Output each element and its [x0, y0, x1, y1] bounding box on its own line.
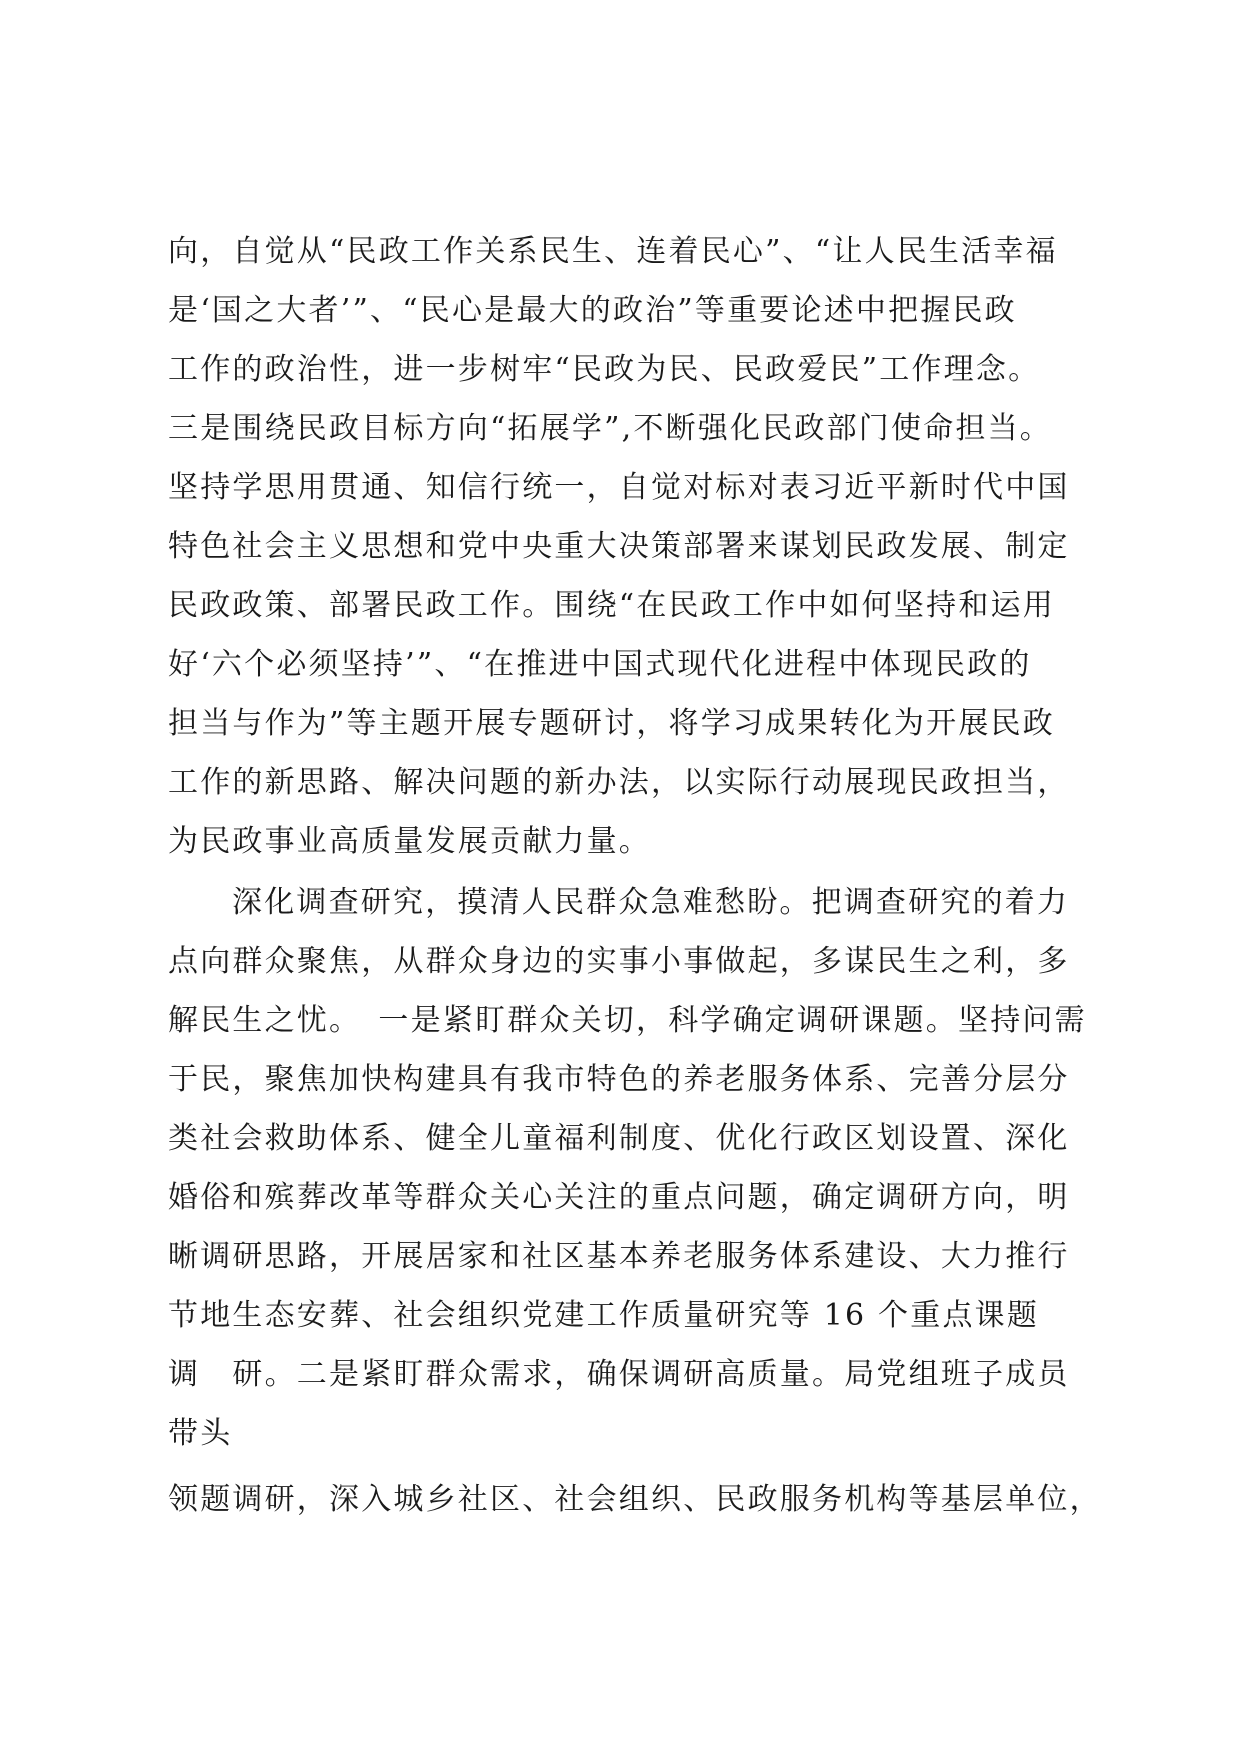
text-line-19: 节地生态安葬、社会组织党建工作质量研究等 16 个重点课题 — [168, 1298, 1040, 1333]
text-line-12: 深化调查研究，摸清人民群众急难愁盼。把调查研究的着力 — [232, 885, 1070, 920]
text-line-16: 类社会救助体系、健全儿童福利制度、优化行政区划设置、深化 — [168, 1121, 1070, 1156]
text-line-11: 为民政事业高质量发展贡献力量。 — [168, 824, 651, 859]
text-line-8: 好‘六个必须坚持’”、“在推进中国式现代化进程中体现民政的 — [168, 647, 1032, 682]
text-line-15: 于民，聚焦加快构建具有我市特色的养老服务体系、完善分层分 — [168, 1062, 1070, 1097]
text-line-6: 特色社会主义思想和党中央重大决策部署来谋划民政发展、制定 — [168, 529, 1070, 564]
text-line-22: 领题调研，深入城乡社区、社会组织、民政服务机构等基层单位， — [168, 1482, 1102, 1517]
text-line-4: 三是围绕民政目标方向“拓展学”,不断强化民政部门使命担当。 — [168, 411, 1053, 446]
text-line-1: 向，自觉从“民政工作关系民生、连着民心”、“让人民生活幸福 — [168, 234, 1058, 269]
text-line-10: 工作的新思路、解决问题的新办法，以实际行动展现民政担当， — [168, 765, 1070, 800]
text-line-5: 坚持学思用贯通、知信行统一，自觉对标对表习近平新时代中国 — [168, 470, 1070, 505]
text-line-7: 民政政策、部署民政工作。围绕“在民政工作中如何坚持和运用 — [168, 588, 1055, 623]
text-line-2: 是‘国之大者’”、“民心是最大的政治”等重要论述中把握民政 — [168, 293, 1017, 328]
text-line-21: 带头 — [168, 1416, 233, 1451]
text-line-3: 工作的政治性，进一步树牢“民政为民、民政爱民”工作理念。 — [168, 352, 1041, 387]
text-line-14: 解民生之忧。 一是紧盯群众关切，科学确定调研课题。坚持问需 — [168, 1003, 1087, 1038]
text-line-13: 点向群众聚焦，从群众身边的实事小事做起，多谋民生之利，多 — [168, 944, 1070, 979]
text-line-20: 调 研。二是紧盯群众需求，确保调研高质量。局党组班子成员 — [168, 1357, 1070, 1392]
text-line-17: 婚俗和殡葬改革等群众关心关注的重点问题，确定调研方向，明 — [168, 1180, 1070, 1215]
text-line-9: 担当与作为”等主题开展专题研讨，将学习成果转化为开展民政 — [168, 706, 1055, 741]
text-line-18: 晰调研思路，开展居家和社区基本养老服务体系建设、大力推行 — [168, 1239, 1070, 1274]
